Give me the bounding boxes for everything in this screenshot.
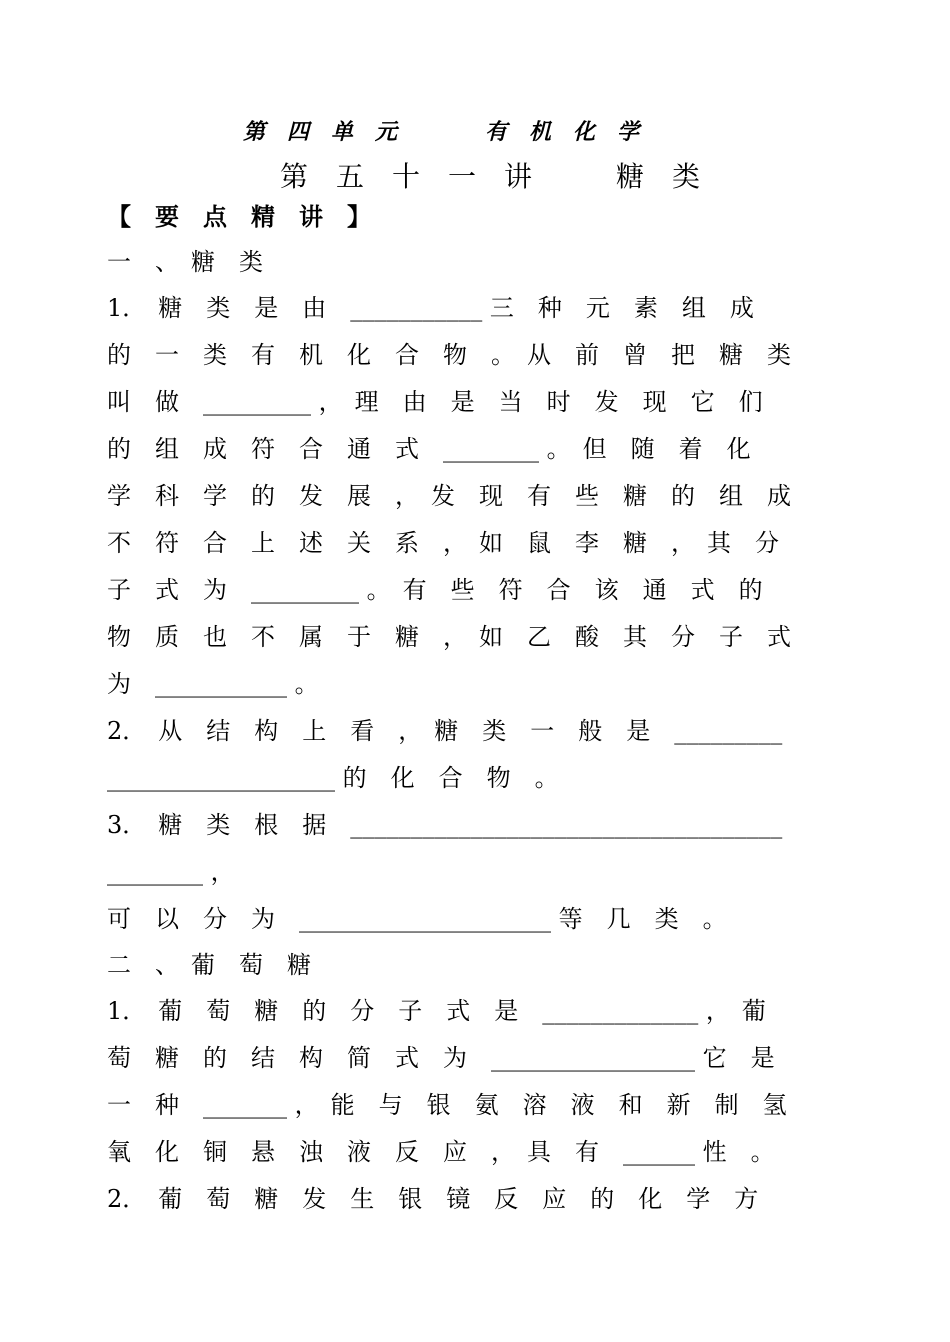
- body-line: 2． 从 结 构 上 看 ， 糖 类 一 般 是 _________: [107, 717, 783, 745]
- body-line: 1． 糖 类 是 由 ___________ 三 种 元 素 组 成: [107, 294, 754, 322]
- body-line: ________ ，: [107, 858, 235, 886]
- body-line: 一 种 _______ ， 能 与 银 氨 溶 液 和 新 制 氢: [107, 1091, 787, 1119]
- body-line: 子 式 为 _________ 。 有 些 符 合 该 通 式 的: [107, 576, 763, 604]
- body-line: 一 、 糖 类: [107, 248, 263, 276]
- body-line: 2． 葡 萄 糖 发 生 银 镜 反 应 的 化 学 方: [107, 1185, 759, 1213]
- body-line: 为 ___________ 。: [107, 670, 319, 698]
- body-line: 可 以 分 为 _____________________ 等 几 类 。: [107, 905, 727, 933]
- body-line: ___________________ 的 化 合 物 。: [107, 764, 559, 792]
- lecture-title: 第 五 十 一 讲 糖 类: [280, 160, 701, 193]
- body-line: 物 质 也 不 属 于 糖 ， 如 乙 酸 其 分 子 式: [107, 623, 791, 651]
- body-line: 氧 化 铜 悬 浊 液 反 应 ， 具 有 ______ 性 。: [107, 1138, 775, 1166]
- body-line: 二 、 葡 萄 糖: [107, 951, 311, 979]
- body-line: 1． 葡 萄 糖 的 分 子 式 是 _____________ ， 葡: [107, 997, 766, 1025]
- body-line: 3． 糖 类 根 据 ____________________________________: [107, 811, 783, 839]
- section-heading: 【 要 点 精 讲 】: [107, 202, 371, 231]
- body-line: 的 一 类 有 机 化 合 物 。 从 前 曾 把 糖 类: [107, 341, 791, 369]
- unit-title: 第 四 单 元 有 机 化 学: [243, 119, 640, 145]
- body-line: 学 科 学 的 发 展 ， 发 现 有 些 糖 的 组 成: [107, 482, 791, 510]
- body-line: 不 符 合 上 述 关 系 ， 如 鼠 李 糖 ， 其 分: [107, 529, 779, 557]
- body-line: 的 组 成 符 合 通 式 ________ 。 但 随 着 化: [107, 435, 751, 463]
- body-line: 叫 做 _________ ， 理 由 是 当 时 发 现 它 们: [107, 388, 763, 416]
- body-line: 萄 糖 的 结 构 简 式 为 _________________ 它 是: [107, 1044, 775, 1072]
